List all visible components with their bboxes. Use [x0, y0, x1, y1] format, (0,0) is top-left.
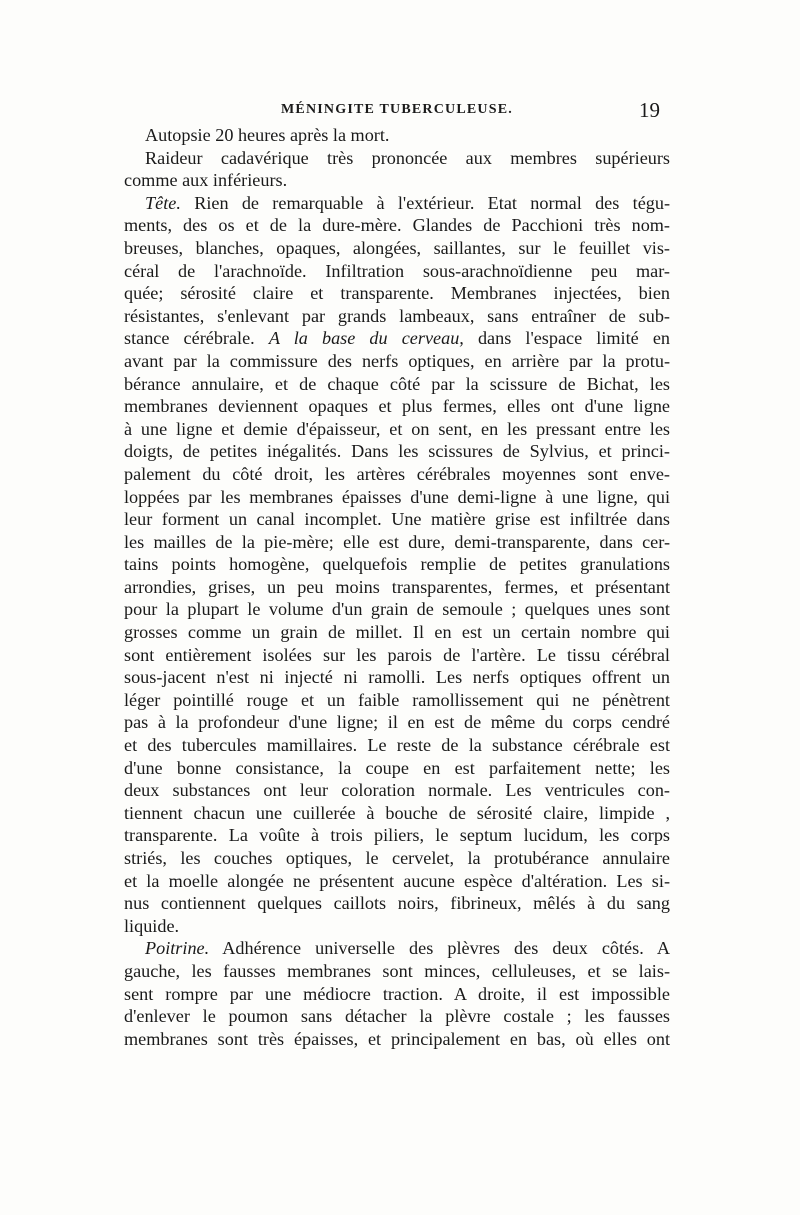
- text-line: à une ligne et demie d'épaisseur, et on sent, en les pressant entre les: [124, 418, 670, 439]
- text-line: arrondies, grises, un peu moins transparentes, fermes, et présentant: [124, 576, 670, 597]
- text-line: [124, 327, 670, 350]
- text-line: Raideur cadavérique très prononcée aux membres supérieurs: [145, 147, 670, 168]
- text-line: striés, les couches optiques, le cervelet, la protubérance annulaire: [124, 848, 670, 868]
- text-line: palement du côté droit, les artères cérébrales moyennes sont enve-: [124, 463, 670, 484]
- text-line: comme aux inférieurs.: [124, 170, 288, 191]
- running-head: [124, 98, 670, 122]
- text-line: résistantes, s'enlevant par grands lambeaux, sans entraîner de sub-: [124, 305, 670, 326]
- text-line: membranes deviennent opaques et plus fermes, elles ont d'une ligne: [124, 396, 670, 417]
- text-line: quée; sérosité claire et transparente. Membranes injectées, bien: [124, 283, 670, 304]
- text-line: Autopsie 20 heures après la mort.: [145, 125, 390, 145]
- text-line: léger pointillé rouge et un faible ramollissement qui ne pénètrent: [124, 689, 670, 710]
- text-line: breuses, blanches, opaques, alongées, saillantes, sur le feuillet vis-: [124, 237, 670, 258]
- text-line: tains points homogène, quelquefois remplie de petites granulations: [124, 554, 670, 575]
- text-line: sont entièrement isolées sur les parois de l'artère. Le tissu cérébral: [124, 644, 670, 665]
- text-line: gauche, les fausses membranes sont minces, celluleuses, et se lais-: [124, 960, 670, 981]
- text-line: et la moelle alongée ne présentent aucune espèce d'altération. Les si-: [124, 870, 670, 891]
- text-line: les mailles de la pie-mère; elle est dure, demi-transparente, dans cer-: [124, 531, 670, 552]
- text-line: bérance annulaire, et de chaque côté par la scissure de Bichat, les: [124, 373, 670, 394]
- text-line: ments, des os et de la dure-mère. Glandes de Pacchioni très nom-: [124, 215, 670, 236]
- section-label-base: A la base du cerveau,: [268, 328, 464, 349]
- text-line: céral de l'arachnoïde. Infiltration sous-arachnoïdienne peu mar-: [124, 260, 670, 281]
- text-line: [124, 937, 670, 960]
- text-line: loppées par les membranes épaisses d'une demi-ligne à une ligne, qui: [124, 486, 670, 507]
- section-label-poitrine: Poitrine.: [145, 938, 210, 959]
- text-line-rest: Rien de remarquable à l'extérieur. Etat normal des tégu-: [194, 192, 670, 213]
- text-line: d'enlever le poumon sans détacher la plèvre costale ; les fausses: [124, 1006, 670, 1027]
- page-number: 19: [639, 98, 660, 122]
- text-line: nus contiennent quelques caillots noirs, fibrineux, mêlés à du sang: [124, 893, 670, 914]
- text-line: pas à la profondeur d'une ligne; il en est de même du corps cendré: [124, 712, 670, 733]
- text-line-rest: dans l'espace limité en: [477, 328, 670, 349]
- text-line: leur forment un canal incomplet. Une matière grise est infiltrée dans: [124, 509, 670, 530]
- text-line-start: stance cérébrale.: [124, 328, 255, 349]
- text-line: et des tubercules mamillaires. Le reste de la substance cérébrale est: [124, 735, 670, 756]
- text-line: doigts, de petites inégalités. Dans les scissures de Sylvius, et princi-: [124, 441, 670, 462]
- text-line: avant par la commissure des nerfs optiques, en arrière par la protu-: [124, 350, 670, 371]
- text-line: liquide.: [124, 915, 180, 936]
- text-line: sous-jacent n'est ni injecté ni ramolli. Les nerfs optiques offrent un: [124, 667, 670, 688]
- text-line: grosses comme un grain de millet. Il en est un certain nombre qui: [124, 622, 670, 643]
- text-line: [124, 192, 670, 215]
- text-line: pour la plupart le volume d'un grain de semoule ; quelques unes sont: [124, 599, 670, 620]
- running-title: MÉNINGITE TUBERCULEUSE.: [281, 102, 513, 117]
- text-line: transparente. La voûte à trois piliers, le septum lucidum, les corps: [124, 825, 670, 846]
- text-line: deux substances ont leur coloration normale. Les ventricules con-: [124, 780, 670, 801]
- text-line: membranes sont très épaisses, et principalement en bas, où elles ont: [124, 1028, 670, 1049]
- text-line-rest: Adhérence universelle des plèvres des deux côtés. A: [222, 938, 670, 959]
- text-line: d'une bonne consistance, la coupe en est parfaitement nette; les: [124, 757, 670, 778]
- text-line: sent rompre par une médiocre traction. A droite, il est impossible: [124, 983, 670, 1004]
- section-label-tete: Tête.: [145, 192, 181, 213]
- body-text: [124, 124, 670, 1050]
- text-line: tiennent chacun une cuillerée à bouche de sérosité claire, limpide ,: [124, 802, 670, 823]
